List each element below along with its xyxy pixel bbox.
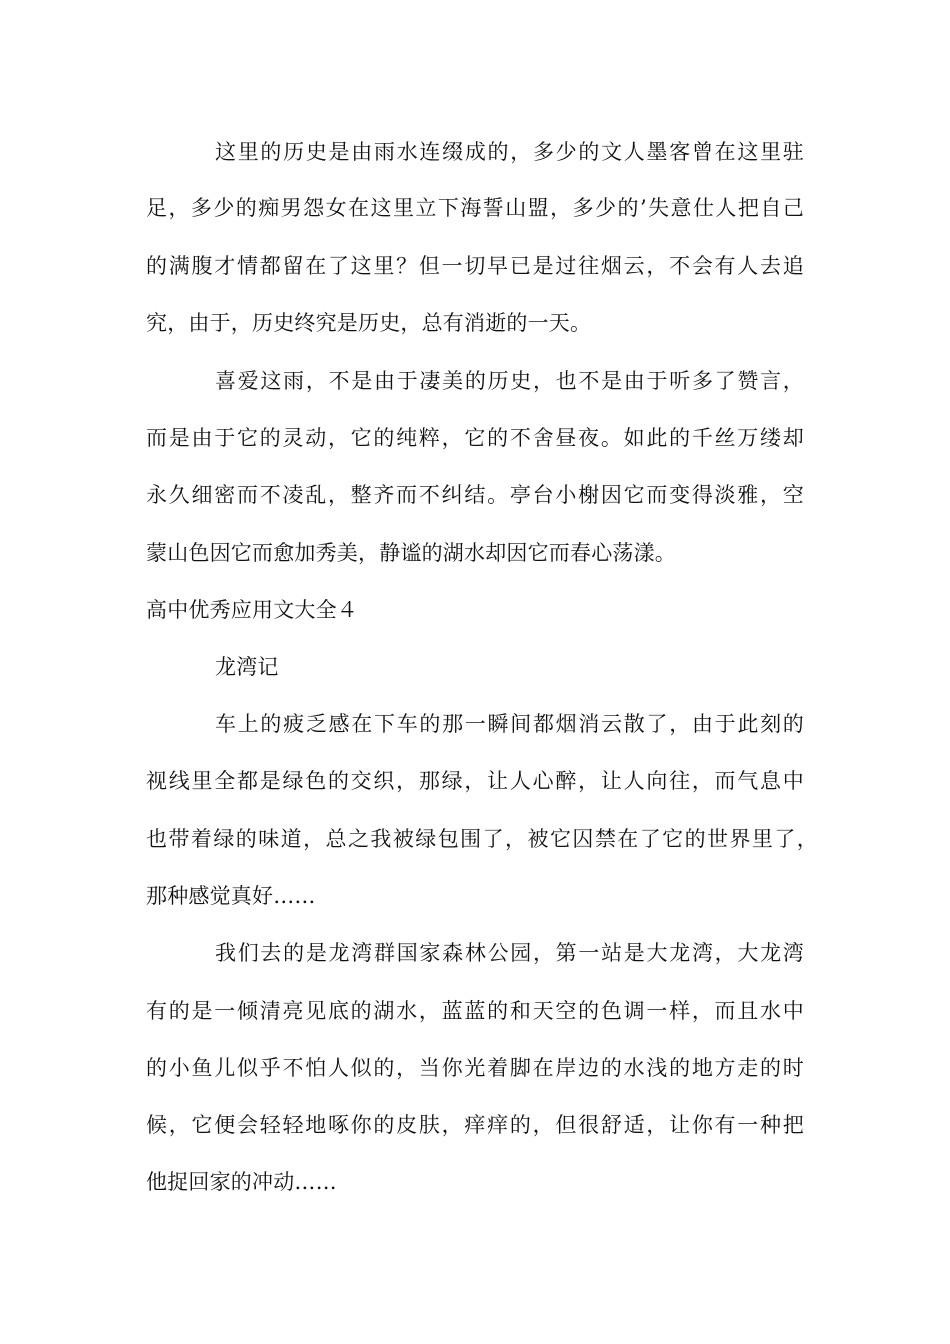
article-paragraph-2-line-5: 他捉回家的冲动…… xyxy=(146,1170,337,1194)
article-paragraph-1-line-3: 也带着绿的味道，总之我被绿包围了，被它囚禁在了它的世界里了， xyxy=(146,827,818,851)
paragraph-2-line-3: 永久细密而不凌乱，整齐而不纠结。亭台小榭因它而变得淡雅，空 xyxy=(146,483,804,507)
article-paragraph-1-line-4: 那种感觉真好…… xyxy=(146,884,316,908)
article-paragraph-2-line-3: 的小鱼儿似乎不怕人似的，当你光着脚在岸边的水浅的地方走的时 xyxy=(146,1056,804,1080)
section-heading: 高中优秀应用文大全４ xyxy=(146,598,358,622)
paragraph-2-line-2: 而是由于它的灵动，它的纯粹，它的不舍昼夜。如此的千丝万缕却 xyxy=(146,426,804,450)
paragraph-2-line-4: 蒙山色因它而愈加秀美，静谧的湖水却因它而春心荡漾。 xyxy=(146,541,676,565)
paragraph-1-line-4: 究，由于，历史终究是历史，总有消逝的一天。 xyxy=(146,311,592,335)
article-paragraph-2-line-1: 我们去的是龙湾群国家森林公园，第一站是大龙湾，大龙湾 xyxy=(215,941,804,965)
article-paragraph-1-line-2: 视线里全都是绿色的交织，那绿，让人心醉，让人向往，而气息中 xyxy=(146,769,804,793)
article-paragraph-2-line-2: 有的是一倾清亮见底的湖水，蓝蓝的和天空的色调一样，而且水中 xyxy=(146,999,804,1023)
article-paragraph-1-line-1: 车上的疲乏感在下车的那一瞬间都烟消云散了，由于此刻的 xyxy=(215,712,804,736)
paragraph-1-line-3: 的满腹才情都留在了这里？但一切早已是过往烟云，不会有人去追 xyxy=(146,254,804,278)
paragraph-1-line-1: 这里的历史是由雨水连缀成的，多少的文人墨客曾在这里驻 xyxy=(215,140,804,164)
article-title: 龙湾记 xyxy=(215,655,279,679)
article-paragraph-2-line-4: 候，它便会轻轻地啄你的皮肤，痒痒的，但很舒适，让你有一种把 xyxy=(146,1113,804,1137)
paragraph-2-line-1: 喜爱这雨，不是由于凄美的历史，也不是由于听多了赞言， xyxy=(215,369,804,393)
paragraph-1-line-2: 足，多少的痴男怨女在这里立下海誓山盟，多少的’失意仕人把自己 xyxy=(146,196,804,220)
